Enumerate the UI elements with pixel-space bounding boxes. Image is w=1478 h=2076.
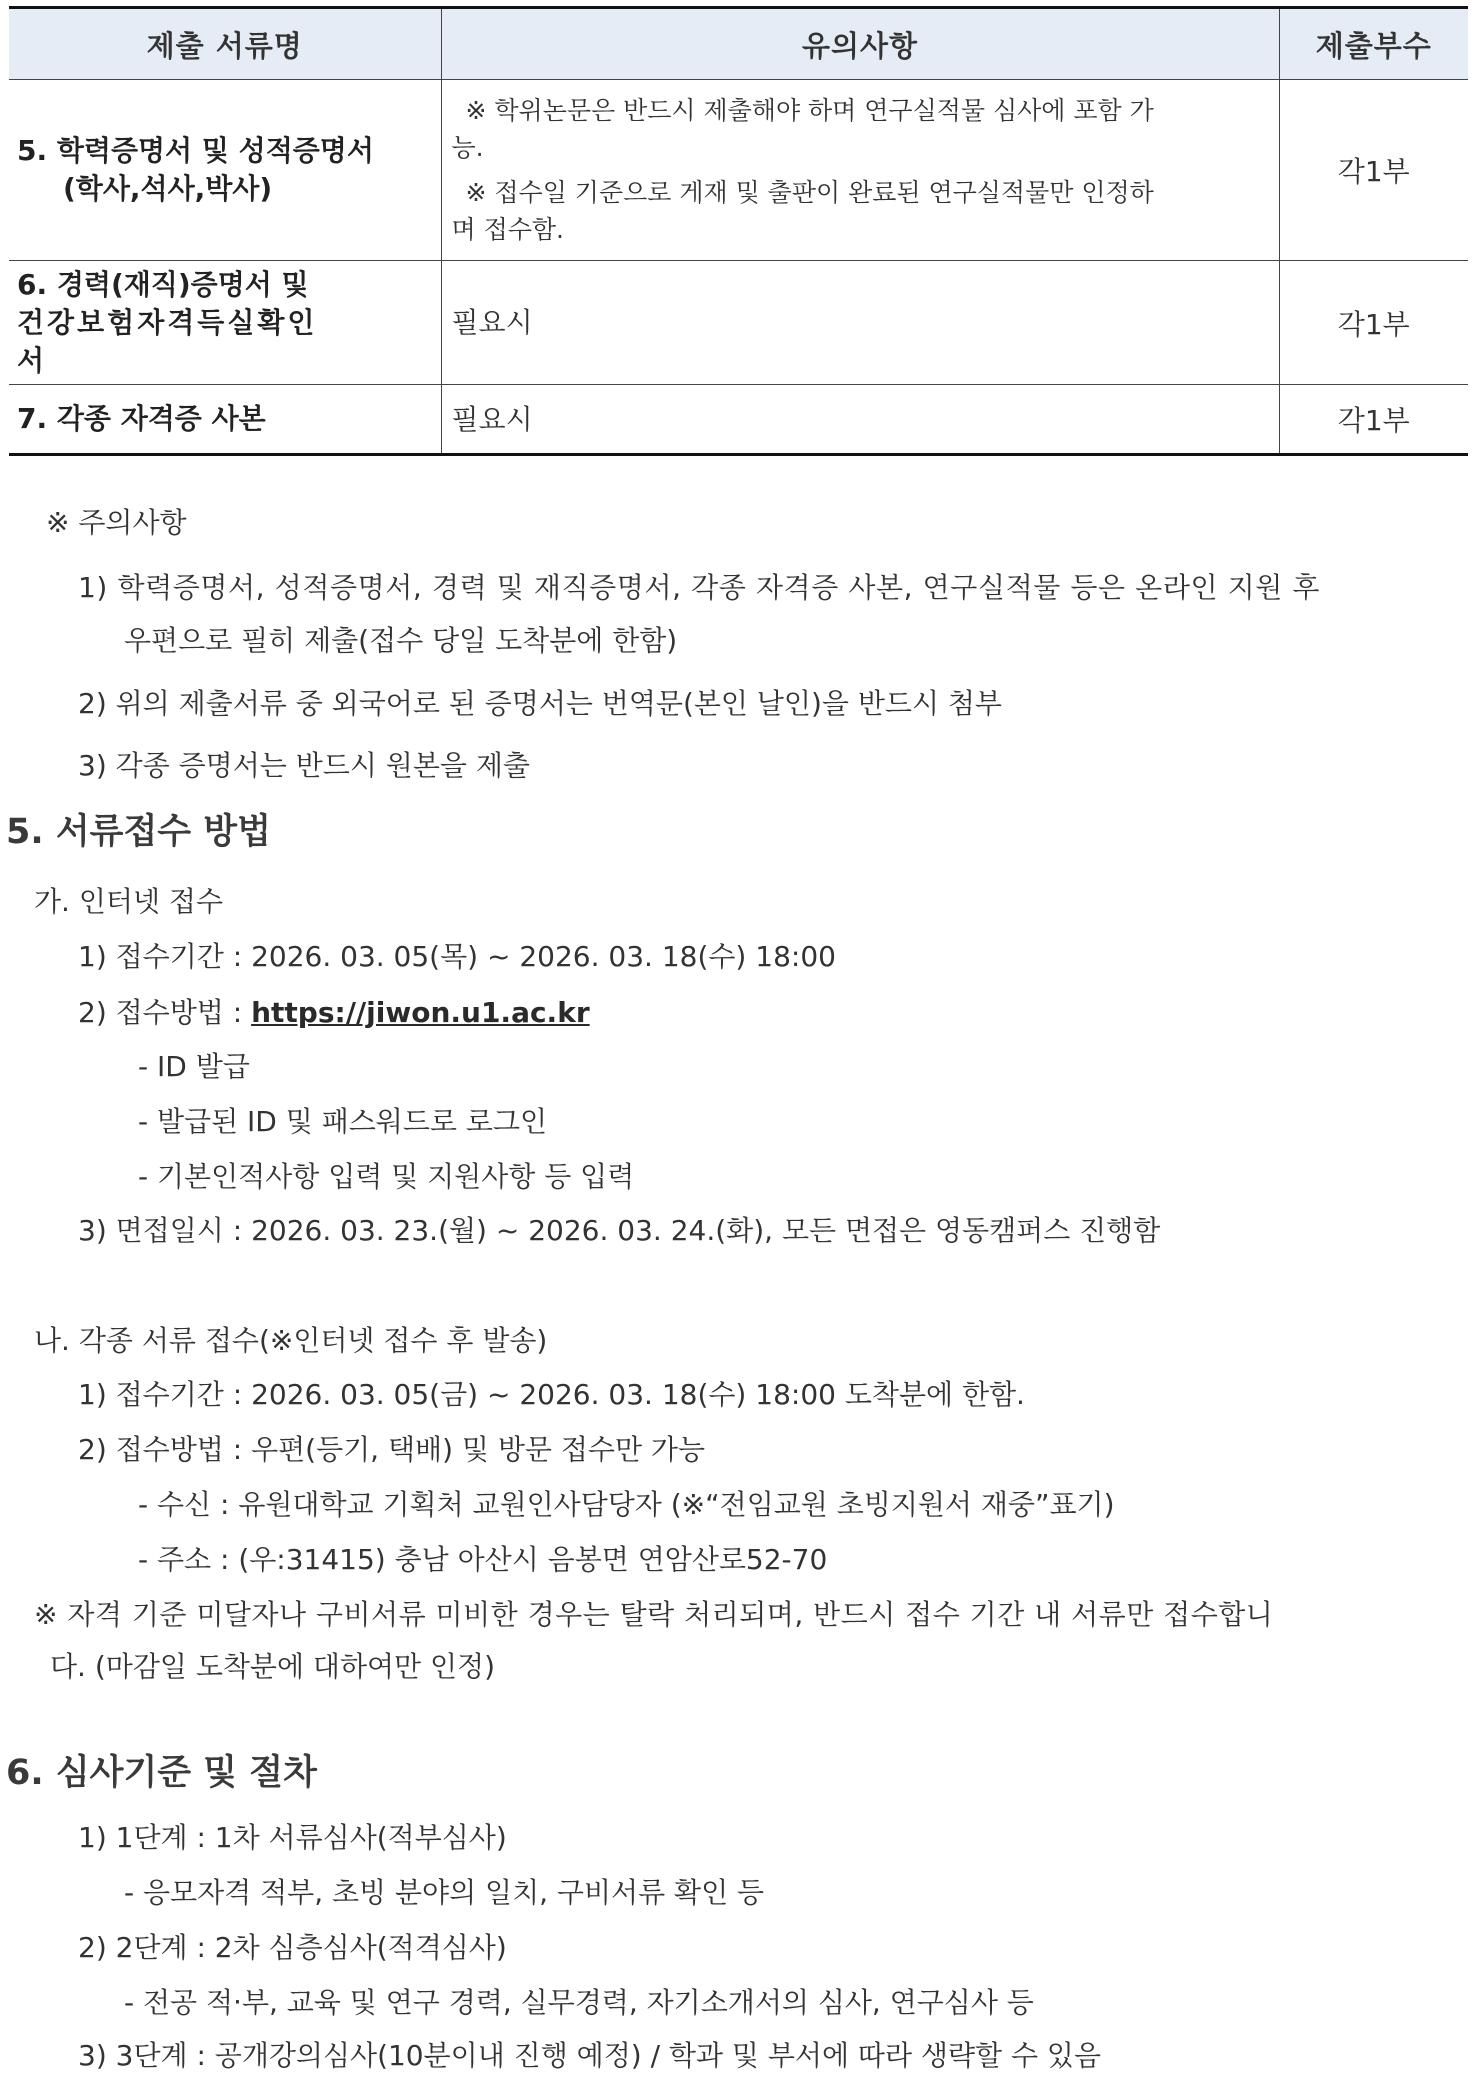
document-name-cell	[9, 261, 441, 385]
list-item: 2) 2단계 : 2차 심층심사(적격심사)	[78, 1931, 507, 1964]
warning-text: ※ 자격 기준 미달자나 구비서류 미비한 경우는 탈락 처리되며, 반드시 접수 기간 내 서류만 접수합니	[34, 1598, 1274, 1631]
note-text: ※ 접수일 기준으로 게재 및 출판이 완료된 연구실적물만 인정하	[465, 178, 1154, 207]
list-subitem: - 수신 : 유원대학교 기획처 교원인사담당자 (※“전임교원 초빙지원서 재중”표기)	[138, 1488, 1115, 1521]
copies-cell: 각1부	[1279, 261, 1468, 385]
list-subitem: - 발급된 ID 및 패스워드로 로그인	[138, 1105, 548, 1138]
header-notes: 유의사항	[441, 8, 1279, 80]
list-subitem: - 전공 적‧부, 교육 및 연구 경력, 실무경력, 자기소개서의 심사, 연구심사 등	[124, 1986, 1034, 2019]
section-heading: 5. 서류접수 방법	[6, 812, 271, 852]
submission-documents-table	[9, 6, 1468, 456]
list-item: 2) 접수방법 : 우편(등기, 택배) 및 방문 접수만 가능	[78, 1433, 705, 1466]
section-heading: 6. 심사기준 및 절차	[6, 1753, 317, 1793]
application-link[interactable]: https://jiwon.u1.ac.kr	[251, 996, 590, 1029]
document-name: 건강보험자격득실확인	[17, 305, 318, 339]
header-copies: 제출부수	[1279, 8, 1468, 80]
document-name-cell	[9, 80, 441, 261]
table-row	[9, 80, 1468, 261]
subsection-title: 가. 인터넷 접수	[34, 885, 223, 918]
note-text: 능.	[451, 133, 484, 162]
document-name-sub: (학사,석사,박사)	[63, 172, 273, 205]
notice-item: 3) 각종 증명서는 반드시 원본을 제출	[78, 749, 530, 782]
document-name-cell: 7. 각종 자격증 사본	[9, 385, 441, 455]
notice-title: ※ 주의사항	[46, 506, 187, 539]
notes-cell	[441, 80, 1279, 261]
warning-text: 다. (마감일 도착분에 대하여만 인정)	[50, 1650, 496, 1683]
document-name: 5. 학력증명서 및 성적증명서	[17, 134, 374, 167]
list-subitem: - 주소 : (우:31415) 충남 아산시 음봉면 연암산로52-70	[138, 1543, 828, 1576]
document-name: 서	[17, 343, 45, 377]
notes-cell: 필요시	[441, 261, 1279, 385]
table-row	[9, 261, 1468, 385]
list-item: 3) 3단계 : 공개강의심사(10분이내 진행 예정) / 학과 및 부서에 따라 생략할 수 있음	[78, 2039, 1101, 2072]
list-item: 1) 접수기간 : 2026. 03. 05(금) ~ 2026. 03. 18(수) 18:00 도착분에 한함.	[78, 1378, 1025, 1411]
list-item: 3) 면접일시 : 2026. 03. 23.(월) ~ 2026. 03. 24.(화), 모든 면접은 영동캠퍼스 진행함	[78, 1214, 1161, 1247]
notice-item: 우편으로 필히 제출(접수 당일 도착분에 한함)	[124, 624, 678, 657]
list-subitem: - ID 발급	[138, 1050, 250, 1083]
copies-cell: 각1부	[1279, 80, 1468, 261]
notice-item: 1) 학력증명서, 성적증명서, 경력 및 재직증명서, 각종 자격증 사본, 연구실적물 등은 온라인 지원 후	[78, 571, 1321, 604]
note-text: ※ 학위논문은 반드시 제출해야 하며 연구실적물 심사에 포함 가	[465, 96, 1154, 125]
list-subitem: - 응모자격 적부, 초빙 분야의 일치, 구비서류 확인 등	[124, 1876, 765, 1909]
header-document-name: 제출 서류명	[9, 8, 441, 80]
note-text: 며 접수함.	[451, 215, 564, 244]
list-item	[78, 995, 590, 1031]
table-row	[9, 385, 1468, 455]
list-subitem: - 기본인적사항 입력 및 지원사항 등 입력	[138, 1160, 635, 1193]
notes-cell: 필요시	[441, 385, 1279, 455]
notice-item: 2) 위의 제출서류 중 외국어로 된 증명서는 번역문(본인 날인)을 반드시 첨부	[78, 687, 1002, 720]
list-item: 1) 1단계 : 1차 서류심사(적부심사)	[78, 1821, 507, 1854]
document-name: 6. 경력(재직)증명서 및	[17, 267, 309, 301]
copies-cell: 각1부	[1279, 385, 1468, 455]
table-header-row	[9, 8, 1468, 80]
list-item: 1) 접수기간 : 2026. 03. 05(목) ~ 2026. 03. 18(수) 18:00	[78, 940, 836, 973]
list-item-label: 2) 접수방법 :	[78, 996, 252, 1029]
subsection-title: 나. 각종 서류 접수(※인터넷 접수 후 발송)	[34, 1324, 548, 1357]
